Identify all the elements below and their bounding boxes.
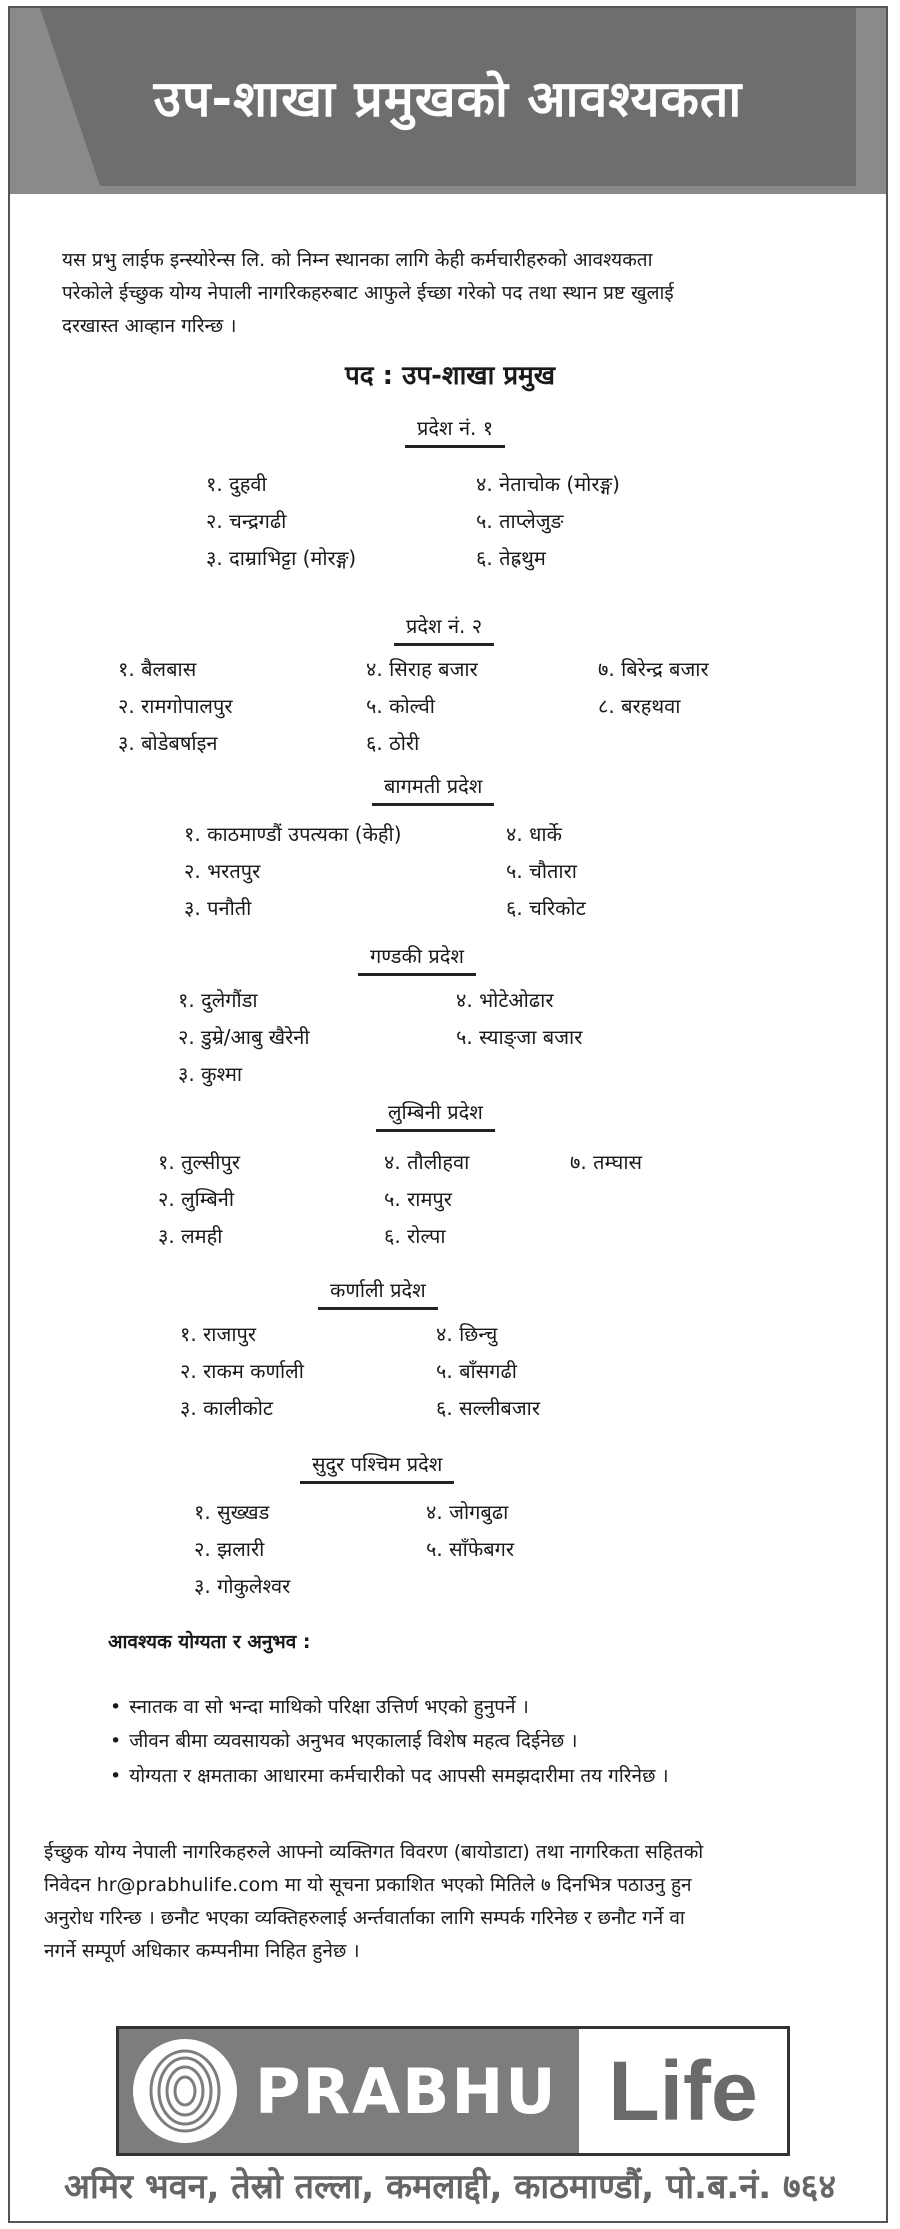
list-item: ५. कोल्वी — [366, 694, 435, 718]
list-item: ६. चरिकोट — [506, 896, 586, 920]
closing-line-1: ईच्छुक योग्य नेपाली नागरिकहरुले आफ्नो व्यक्तिगत विवरण (बायोडाटा) तथा नागरिकता सहितको — [44, 1841, 704, 1863]
list-item: ५. रामपुर — [384, 1187, 452, 1211]
list-item: ३. लमही — [158, 1224, 223, 1248]
list-item: ३. पनौती — [184, 896, 252, 920]
list-item: ५. बाँसगढी — [436, 1359, 517, 1383]
list-item: ४. भोटेओढार — [456, 988, 554, 1012]
fingerprint-seal-icon — [133, 2039, 237, 2143]
list-item: ६. सल्लीबजार — [436, 1396, 541, 1420]
closing-line-3: अनुरोध गरिन्छ । छनौट भएका व्यक्तिहरुलाई अर्न्तवार्ताका लागि सम्पर्क गरिनेछ र छनौट गर्ने वा — [44, 1907, 685, 1929]
list-item: ३. कालीकोट — [180, 1396, 274, 1420]
list-item: ६. तेह्रथुम — [476, 546, 546, 570]
list-item: १. राजापुर — [180, 1322, 257, 1346]
region-heading-karnali: कर्णाली प्रदेश — [318, 1276, 438, 1310]
logo-brand-life: Life — [608, 2043, 758, 2138]
region-heading-bagmati: बागमती प्रदेश — [372, 772, 494, 806]
list-item: २. डुम्रे/आबु खैरेनी — [178, 1025, 310, 1049]
list-item: ५. साँफेबगर — [426, 1537, 515, 1561]
list-item: ६. ठोरी — [366, 731, 420, 755]
list-item: ४. जोगबुढा — [426, 1500, 509, 1524]
list-item: ६. रोल्पा — [384, 1224, 446, 1248]
qualification-bullet: • योग्यता र क्षमताका आधारमा कर्मचारीको पद आपसी समझदारीमा तय गरिनेछ । — [110, 1762, 669, 1788]
list-item: २. रामगोपालपुर — [118, 694, 233, 718]
list-item: १. तुल्सीपुर — [158, 1150, 241, 1174]
region-heading-lumbini: लुम्बिनी प्रदेश — [376, 1098, 495, 1132]
list-item: ३. कुश्मा — [178, 1062, 243, 1086]
header-banner — [10, 8, 886, 194]
list-item: १. बैलबास — [118, 657, 197, 681]
logo-left-panel — [119, 2029, 579, 2153]
intro-line-1: यस प्रभु लाईफ इन्स्योरेन्स लि. को निम्न स्थानका लागि केही कर्मचारीहरुको आवश्यकता — [62, 249, 653, 271]
intro-line-3: दरखास्त आव्हान गरिन्छ । — [62, 315, 237, 337]
list-item: २. राकम कर्णाली — [180, 1359, 304, 1383]
list-item: ३. बोडेबर्षाइन — [118, 731, 218, 755]
list-item: १. दुहवी — [206, 472, 267, 496]
region-heading-sudurpashchim: सुदुर पश्चिम प्रदेश — [300, 1450, 454, 1484]
region-heading-province-2: प्रदेश नं. २ — [394, 612, 494, 646]
closing-line-2: निवेदन hr@prabhulife.com मा यो सूचना प्रकाशित भएको मितिले ७ दिनभित्र पठाउनु हुन — [44, 1874, 692, 1896]
post-title: पद : उप-शाखा प्रमुख — [345, 361, 555, 391]
closing-line-4: नगर्ने सम्पूर्ण अधिकार कम्पनीमा निहित हुनेछ । — [44, 1940, 360, 1962]
logo-brand-prabhu: PRABHU — [255, 2054, 558, 2128]
intro-line-2: परेकोले ईच्छुक योग्य नेपाली नागरिकहरुबाट आफुले ईच्छा गरेको पद तथा स्थान प्रष्ट खुलाई — [62, 282, 674, 304]
list-item: ४. छिन्चु — [436, 1322, 498, 1346]
list-item: २. झलारी — [194, 1537, 265, 1561]
region-heading-gandaki: गण्डकी प्रदेश — [358, 942, 476, 976]
list-item: ४. तौलीहवा — [384, 1150, 470, 1174]
list-item: ३. गोकुलेश्वर — [194, 1574, 291, 1598]
list-item: ४. नेताचोक (मोरङ्ग) — [476, 472, 620, 496]
list-item: २. चन्द्रगढी — [206, 509, 287, 533]
qualification-bullet: • स्नातक वा सो भन्दा माथिको परिक्षा उत्तिर्ण भएको हुनुपर्ने । — [110, 1693, 529, 1719]
prabhu-life-logo — [116, 2026, 790, 2156]
qualification-bullet: • जीवन बीमा व्यवसायको अनुभव भएकालाई विशेष महत्व दिईनेछ । — [110, 1727, 577, 1753]
list-item: ४. धार्के — [506, 822, 562, 846]
list-item: ५. ताप्लेजुङ — [476, 509, 564, 533]
qualifications-title: आवश्यक योग्यता र अनुभव : — [108, 1631, 311, 1653]
list-item: ५. स्याङ्जा बजार — [456, 1025, 583, 1049]
list-item: १. काठमाण्डौं उपत्यका (केही) — [184, 822, 402, 846]
list-item: २. लुम्बिनी — [158, 1187, 235, 1211]
list-item: ७. बिरेन्द्र बजार — [598, 657, 709, 681]
office-address: अमिर भवन, तेस्रो तल्ला, कमलाद्दी, काठमाण्डौं, पो.ब.नं. ७६४ — [63, 2167, 836, 2207]
list-item: ३. दाम्राभिट्टा (मोरङ्ग) — [206, 546, 357, 570]
list-item: ८. बरहथवा — [598, 694, 681, 718]
list-item: ४. सिराह बजार — [366, 657, 478, 681]
page-title: उप-शाखा प्रमुखको आवश्यकता — [153, 70, 743, 128]
list-item: २. भरतपुर — [184, 859, 261, 883]
list-item: १. दुलेगौंडा — [178, 988, 258, 1012]
region-heading-province-1: प्रदेश नं. १ — [405, 414, 505, 448]
list-item: ७. तम्घास — [570, 1150, 643, 1174]
list-item: ५. चौतारा — [506, 859, 577, 883]
list-item: १. सुख्खड — [194, 1500, 270, 1524]
